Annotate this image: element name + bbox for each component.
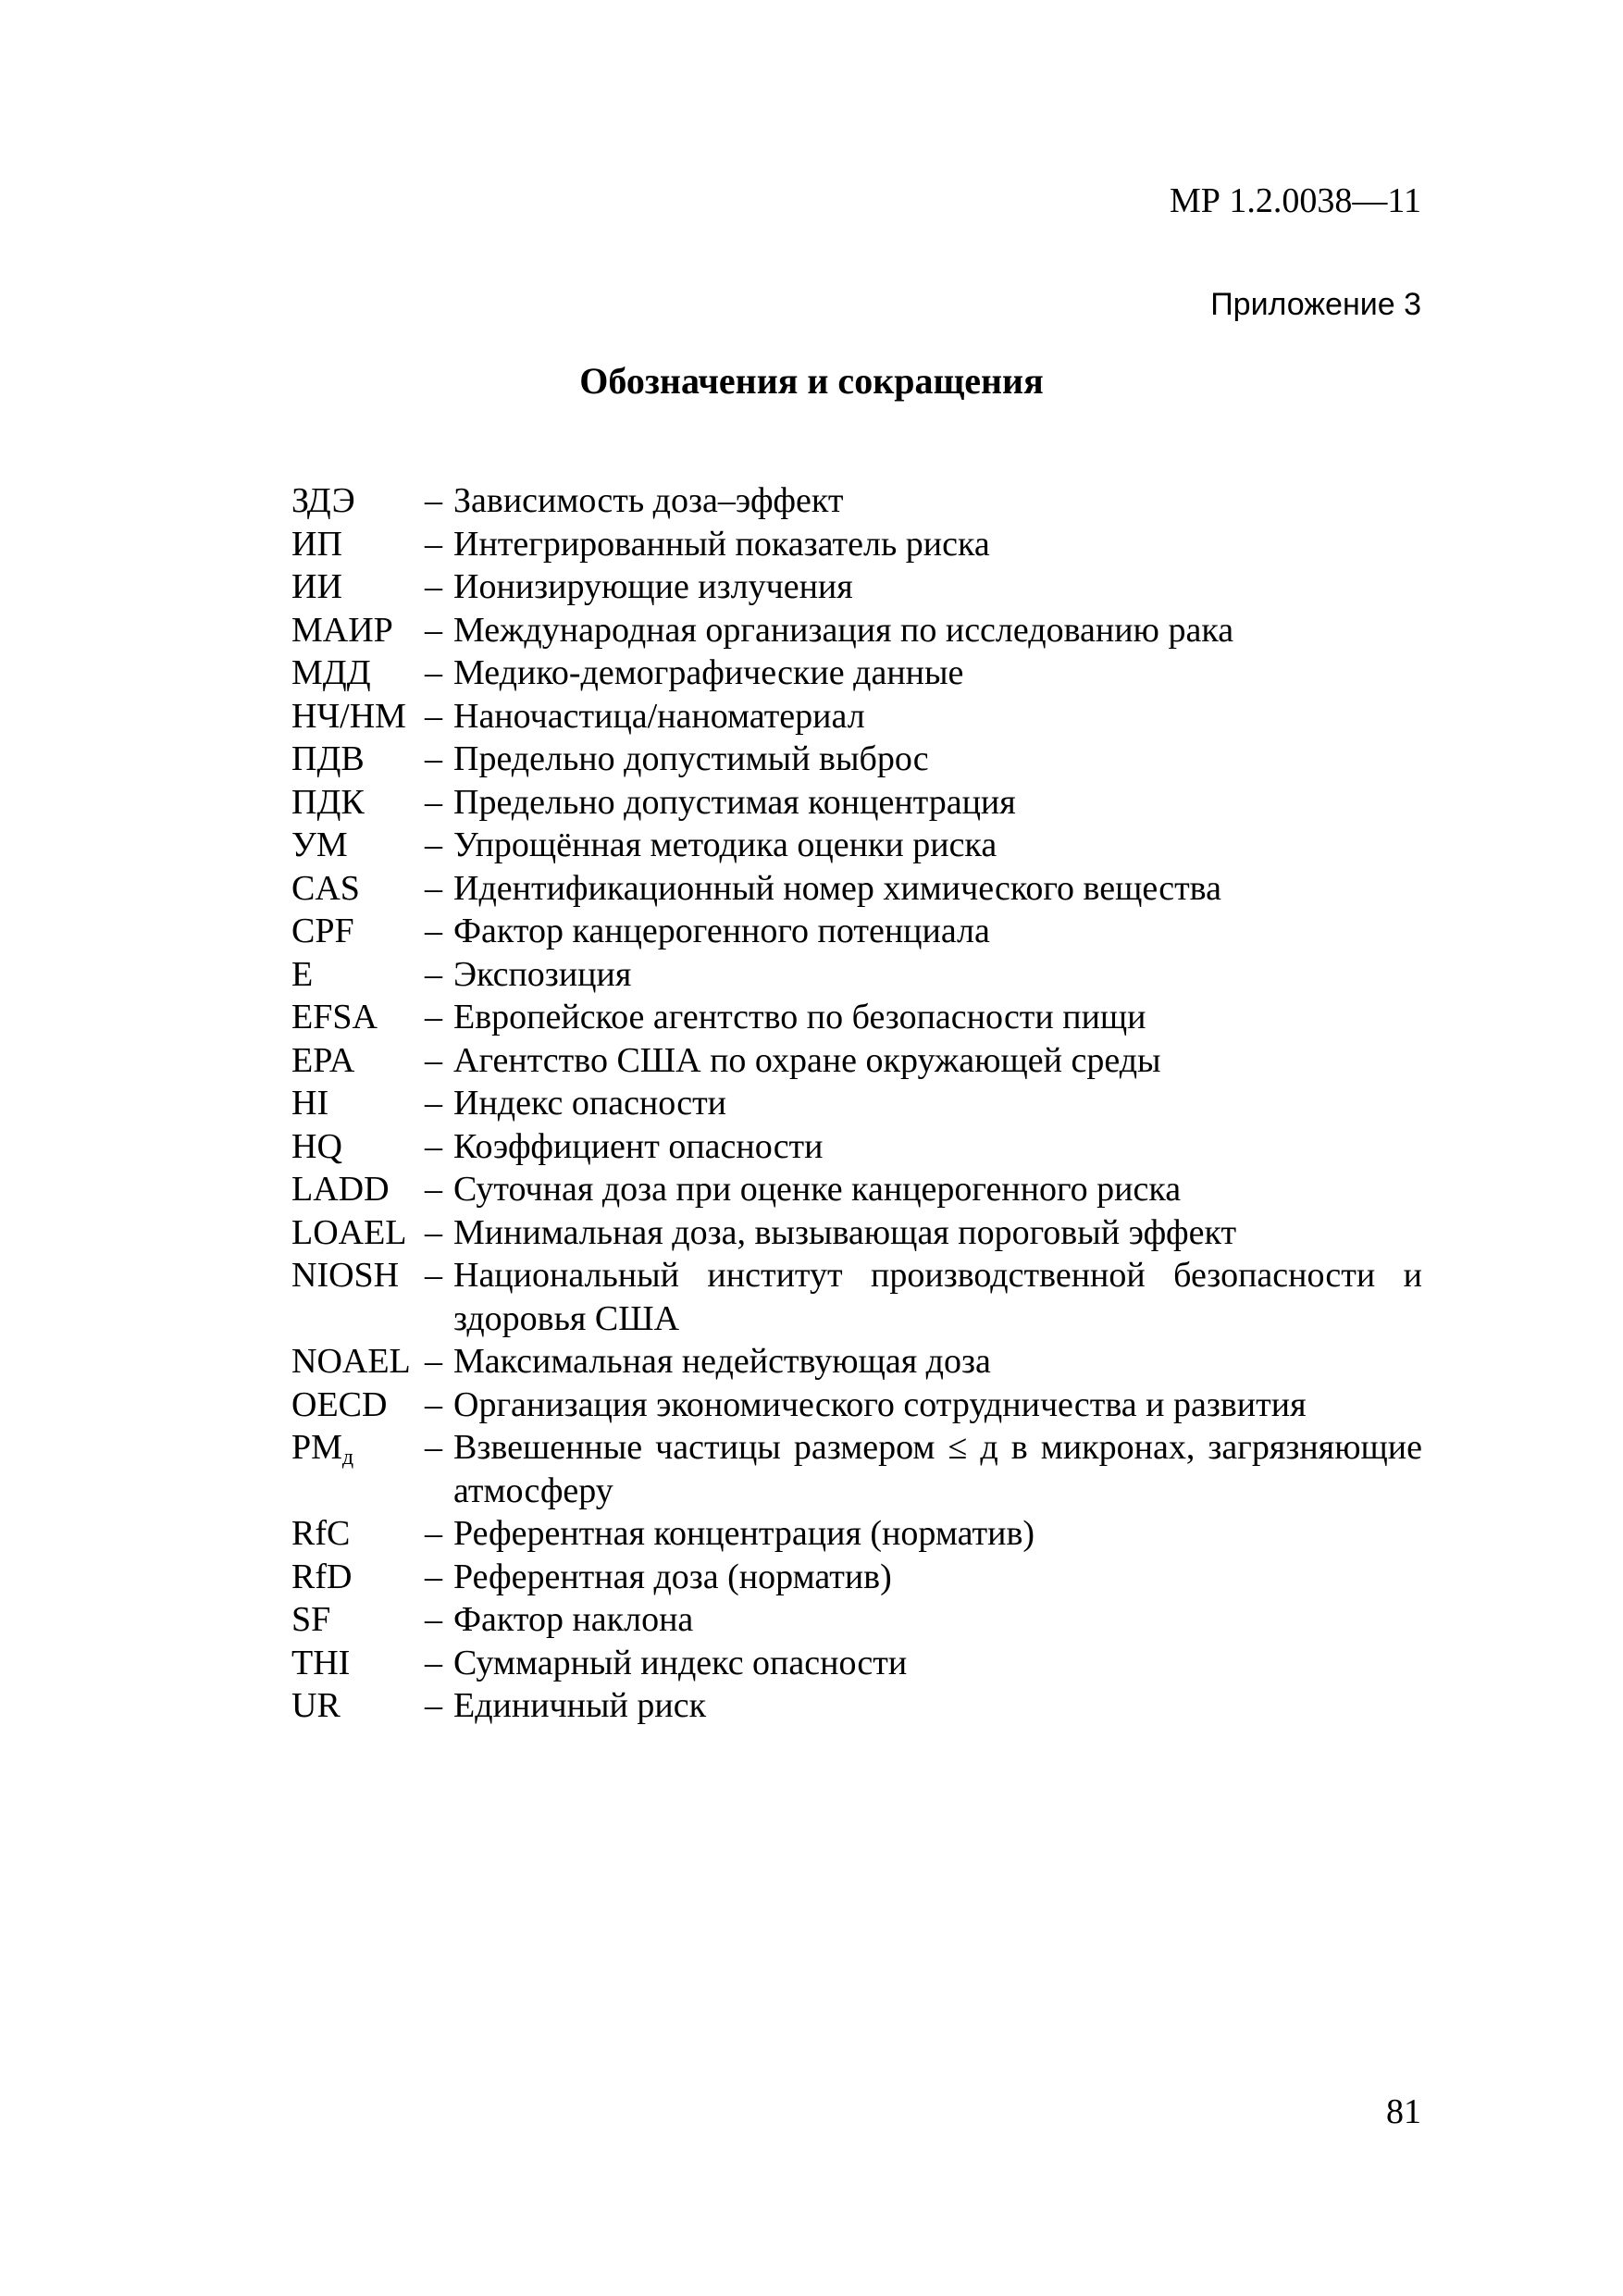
abbreviation-definition: Максимальная недействующая доза [453, 1342, 991, 1381]
dash-separator: – [425, 653, 442, 692]
abbreviation-definition: Суточная доза при оценке канцерогенного риска [453, 1170, 1182, 1209]
dash-separator: – [425, 696, 442, 736]
abbreviation-term: УМ [291, 825, 348, 864]
abbreviation-term: ЗДЭ [291, 481, 355, 520]
abbreviation-term: CAS [291, 868, 360, 908]
abbreviation-term: UR [291, 1686, 341, 1725]
abbreviation-definition: Референтная концентрация (норматив) [453, 1514, 1035, 1553]
list-item [291, 910, 1422, 953]
list-item [291, 738, 1422, 781]
dash-separator: – [425, 739, 442, 778]
abbreviation-term: МАИР [291, 610, 393, 650]
abbreviation-definition: Упрощённая методика оценки риска [453, 825, 997, 864]
dash-separator: – [425, 1170, 442, 1209]
dash-separator: – [425, 481, 442, 520]
abbreviation-term: CPF [291, 912, 354, 950]
list-item [291, 996, 1422, 1039]
list-item [291, 1684, 1422, 1728]
abbreviation-definition: Идентификационный номер химического вещества [453, 868, 1221, 908]
abbreviation-definition: Европейское агентство по безопасности пищи [453, 998, 1146, 1036]
list-item [291, 523, 1422, 566]
abbreviation-term: HI [291, 1084, 329, 1123]
abbreviation-definition: Международная организация по исследованию рака [453, 610, 1234, 650]
abbreviation-term: EFSA [291, 998, 378, 1036]
dash-separator: – [425, 825, 442, 864]
abbreviation-term: RfD [291, 1557, 353, 1596]
abbreviation-list [291, 479, 1422, 1728]
list-item [291, 565, 1422, 609]
abbreviation-term: OECD [291, 1384, 388, 1424]
list-item [291, 1254, 1422, 1340]
abbreviation-definition: Организация экономического сотрудничества и развития [453, 1384, 1307, 1424]
abbreviation-definition: Предельно допустимая концентрация [453, 782, 1016, 822]
abbreviation-definition: Ионизирующие излучения [453, 567, 853, 606]
list-item [291, 953, 1422, 997]
list-item [291, 1082, 1422, 1125]
abbreviation-definition: Наночастица/наноматериал [453, 696, 865, 736]
abbreviation-definition: Суммарный индекс опасности [453, 1643, 908, 1682]
list-item [291, 479, 1422, 523]
dash-separator: – [425, 610, 442, 650]
abbreviation-term: NIOSH [291, 1256, 400, 1295]
appendix-label: Приложение 3 [1210, 287, 1421, 322]
abbreviation-term: ИП [291, 524, 342, 564]
abbreviation-definition: Референтная доза (норматив) [453, 1557, 892, 1596]
abbreviation-definition: Зависимость доза–эффект [453, 481, 844, 520]
page-title: Обозначения и сокращения [579, 360, 1044, 402]
abbreviation-term: LOAEL [291, 1212, 407, 1252]
list-item [291, 1039, 1422, 1083]
dash-separator: – [425, 1084, 442, 1123]
dash-separator: – [425, 524, 442, 564]
abbreviation-term: SF [291, 1600, 331, 1639]
abbreviation-definition: Единичный риск [453, 1686, 707, 1725]
dash-separator: – [425, 1256, 442, 1295]
abbreviation-definition: Фактор канцерогенного потенциала [453, 912, 990, 950]
list-item [291, 609, 1422, 652]
abbreviation-definition: Предельно допустимый выброс [453, 739, 929, 778]
dash-separator: – [425, 1514, 442, 1553]
dash-separator: – [425, 1384, 442, 1424]
dash-separator: – [425, 1212, 442, 1252]
list-item [291, 1211, 1422, 1255]
list-item [291, 781, 1422, 825]
dash-separator: – [425, 912, 442, 950]
dash-separator: – [425, 1342, 442, 1381]
abbreviation-term: LADD [291, 1170, 390, 1209]
dash-separator: – [425, 1040, 442, 1080]
abbreviation-term: ИИ [291, 567, 342, 606]
abbreviation-term-base: PM [291, 1428, 342, 1467]
dash-separator: – [425, 782, 442, 822]
list-item [291, 1512, 1422, 1556]
abbreviation-definition: Агентство США по охране окружающей среды [453, 1040, 1161, 1080]
dash-separator: – [425, 1643, 442, 1682]
abbreviation-definition: Медико-демографические данные [453, 653, 964, 692]
abbreviation-term: THI [291, 1643, 351, 1682]
abbreviation-term: ПДВ [291, 739, 365, 778]
abbreviation-definition: Интегрированный показатель риска [453, 524, 990, 564]
list-item [291, 1642, 1422, 1685]
dash-separator: – [425, 954, 442, 994]
document-code: МР 1.2.0038—11 [1169, 181, 1421, 220]
list-item [291, 1168, 1422, 1211]
list-item [291, 1125, 1422, 1169]
dash-separator: – [425, 1600, 442, 1639]
page-number: 81 [1386, 2092, 1421, 2131]
abbreviation-definition: Индекс опасности [453, 1084, 727, 1123]
abbreviation-term-subscript: д [341, 1446, 354, 1470]
abbreviation-term: HQ [291, 1126, 342, 1166]
abbreviation-definition: Фактор наклона [453, 1600, 694, 1639]
abbreviation-term: НЧ/НМ [291, 696, 406, 736]
dash-separator: – [425, 1428, 442, 1467]
abbreviation-definition: Коэффициент опасности [453, 1126, 824, 1166]
abbreviation-term [291, 1426, 425, 1470]
dash-separator: – [425, 567, 442, 606]
abbreviation-term: RfC [291, 1514, 351, 1553]
list-item [291, 1556, 1422, 1599]
list-item [291, 1384, 1422, 1427]
abbreviation-term: EPA [291, 1040, 355, 1080]
abbreviation-term: NOAEL [291, 1342, 411, 1381]
list-item [291, 1598, 1422, 1642]
abbreviation-term: МДД [291, 653, 371, 692]
list-item [291, 1340, 1422, 1384]
list-item [291, 824, 1422, 867]
abbreviation-definition: Национальный институт производственной безопасности и здоровья США [453, 1256, 1422, 1338]
dash-separator: – [425, 998, 442, 1036]
dash-separator: – [425, 1686, 442, 1725]
dash-separator: – [425, 1557, 442, 1596]
dash-separator: – [425, 1126, 442, 1166]
list-item [291, 652, 1422, 695]
abbreviation-definition: Взвешенные частицы размером ≤ д в микронах, загрязняющие атмосферу [453, 1428, 1422, 1510]
abbreviation-term: ПДК [291, 782, 365, 822]
dash-separator: – [425, 868, 442, 908]
list-item [291, 867, 1422, 911]
list-item [291, 1426, 1422, 1512]
abbreviation-definition: Минимальная доза, вызывающая пороговый эффект [453, 1212, 1237, 1252]
list-item [291, 695, 1422, 738]
abbreviation-term: E [291, 954, 314, 994]
abbreviation-definition: Экспозиция [453, 954, 632, 994]
